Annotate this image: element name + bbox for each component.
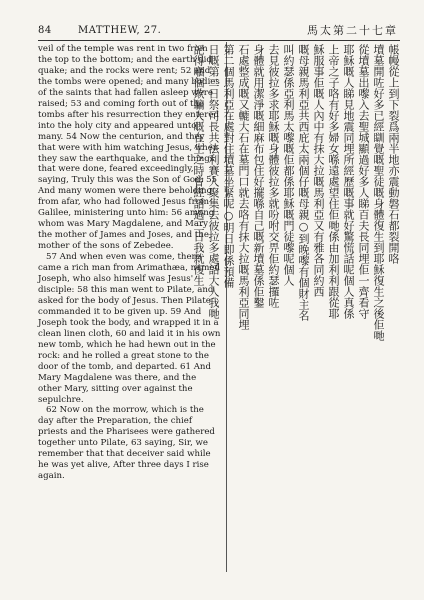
- chinese-column: 日嘅第二日祭司長共法利賽人聚集去彼拉多處話大人我哋: [207, 44, 220, 319]
- english-paragraph: 57 And when even was come, there came a rich man from Arimathæa, named Joseph, who also himself was Jesus' disciple: 58 this man went to Pilate, and asked for the body of Jesus. Then Pilate commanded it to be given up. 59 And Joseph took the body, and wrapped it in a clean linen cloth, 60 and laid it in his own new tomb, which he had hewn out in the rock: and he rolled a great stone to the door of the tomb, and departed. 61 And Mary Magdalene was there, and the other Mary, sitting over against the sepulchre.: [38, 252, 221, 405]
- english-paragraph: veil of the temple was rent in two from the top to the bottom; and the earth did quake; and the rocks were rent; 52 and the tombs were opened; and many bodies of the saints that had fallen asleep were raised; 53 and coming forth out of the tombs after his resurrection they entered into the holy city and appeared unto many. 54 Now the centurion, and they that were with him watching Jesus, when they saw the earthquake, and the things that were done, feared exceedingly, saying, Truly this was the Son of God. 55 And many women were there beholding from afar, who had followed Jesus from Galilee, ministering unto him: 56 among whom was Mary Magdalene, and Mary the mother of James and Joses, and the mother of the sons of Zebedee.: [38, 44, 220, 252]
- chinese-column: 石處整成嘅又轆大石在墓門口就去咯有抹大拉嘅馬利亞同埋: [237, 44, 250, 330]
- chinese-column: 穌服事佢嘅人內中有抹大拉嘅馬利亞又有雅各同約西: [312, 44, 325, 297]
- english-paragraph: 62 Now on the morrow, which is the day after the Preparation, the chief priests and the Pharisees were gathered together unto Pilate, 63 saying, Sir, we remember that that deceiver said while he was yet alive, After three days I rise again.: [38, 405, 215, 482]
- chinese-column: 上帝之子咯有好多婦女喺遠處望住佢哋係由加利利跟從耶: [327, 44, 340, 319]
- header-rule: [38, 40, 400, 41]
- book-title: MATTHEW, 27.: [78, 25, 162, 36]
- chinese-column: 身體就用潔淨嘅細麻布包住好擺喺自己嘅新墳墓係佢鑿: [252, 44, 265, 308]
- page-header: [38, 22, 398, 40]
- chinese-text-block: [192, 44, 400, 570]
- chinese-column: 帳幔從上到下裂爲兩半地亦震動磐石都裂開咯: [387, 44, 400, 264]
- chinese-column: 耶穌嘅人睇見地震同埋所經歷嘅事就好驚慌話呢個人真係: [342, 44, 355, 319]
- page-number: 84: [38, 25, 52, 36]
- chinese-column: 從墳墓出嚟入去聖城顯過好多人睇百夫長同埋佢一齊看守: [357, 44, 370, 319]
- chinese-column: 嘅母親馬利亞共西庇太兩個仔嘅母親○到晚嚟有個財主名: [297, 44, 310, 321]
- chinese-column: 記得嗰個欺騙人嘅在生之時曾經話過三日我就復生: [192, 44, 205, 286]
- chinese-column: 墳墓開咗好多已經瞓覺嘅聖徒嘅身體復生到耶穌復生之後佢哋: [372, 44, 385, 341]
- chinese-column: 叫約瑟係亞利馬太嚟嘅佢都係耶穌嘅門徒嚟呢個人: [282, 44, 295, 286]
- chinese-column: 第二個馬利亞在處對住墳墓坐緊呢○明日即係預備: [222, 44, 235, 288]
- chinese-column: 去見彼拉多求耶穌嘅身體彼拉多就吩咐交畀佢約瑟攞咗: [267, 44, 280, 308]
- chinese-header: 馬太第二十七章: [307, 24, 398, 37]
